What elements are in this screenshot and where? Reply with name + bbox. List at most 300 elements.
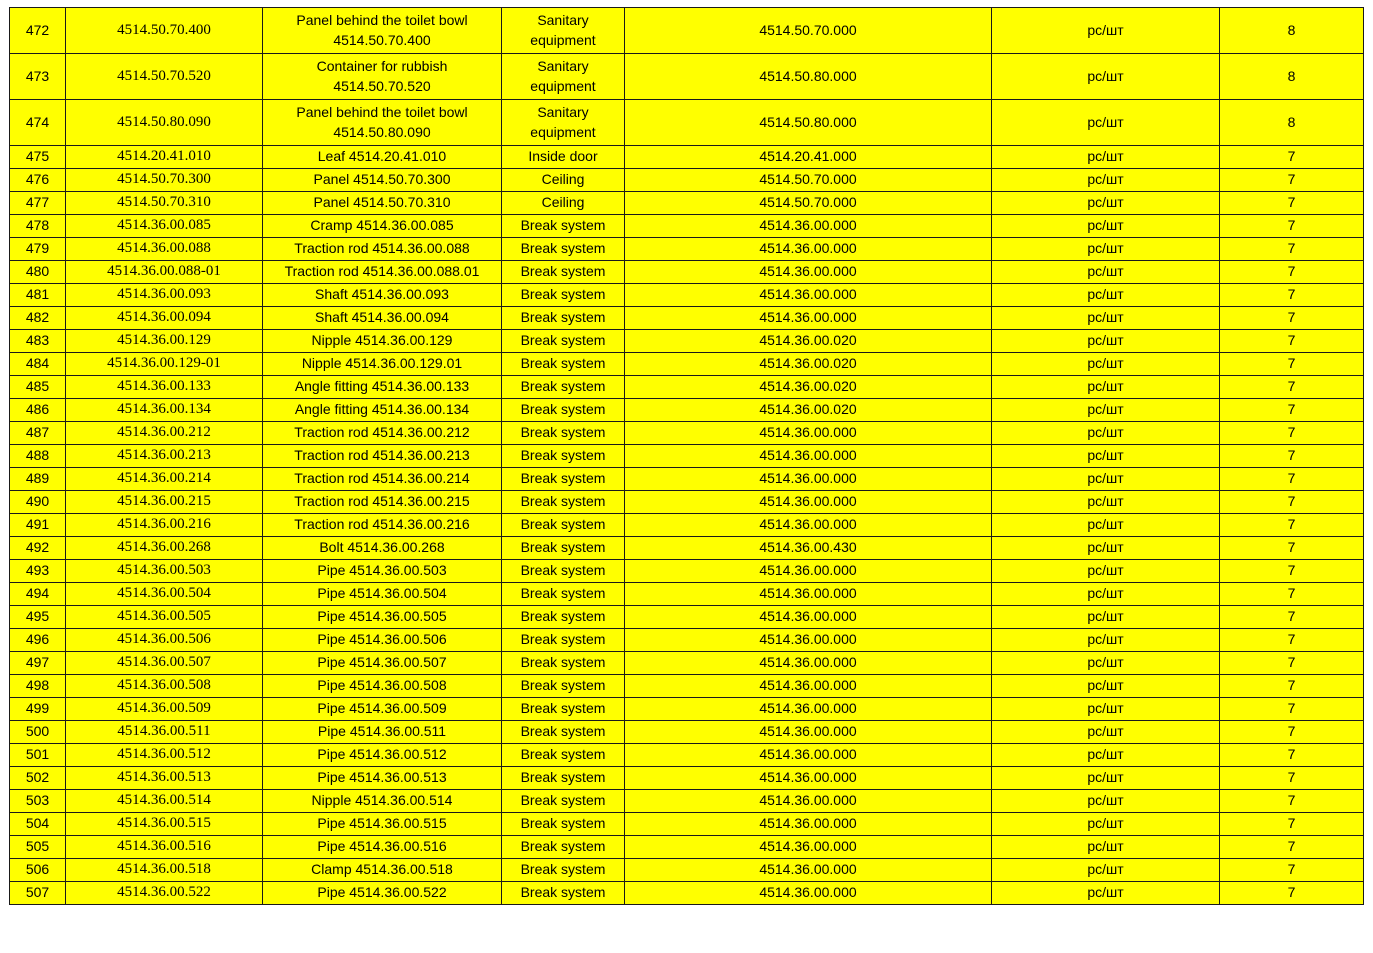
- part-code-cell[interactable]: [66, 859, 263, 882]
- unit-cell[interactable]: [992, 261, 1220, 284]
- part-code: 4514.36.00.513: [117, 769, 211, 786]
- part-name-cell[interactable]: [263, 514, 502, 537]
- assembly-code-cell[interactable]: [625, 836, 992, 859]
- assembly-code-cell[interactable]: [625, 560, 992, 583]
- part-code-cell[interactable]: [66, 330, 263, 353]
- quantity: 7: [1287, 838, 1296, 855]
- row-number: 489: [25, 470, 50, 487]
- system-group: Break system: [520, 332, 606, 349]
- system-group-cell[interactable]: [502, 8, 625, 54]
- part-code-cell[interactable]: [66, 215, 263, 238]
- unit-cell[interactable]: [992, 422, 1220, 445]
- assembly-code-cell[interactable]: [625, 790, 992, 813]
- quantity-cell[interactable]: [1220, 399, 1364, 422]
- system-group-cell[interactable]: [502, 376, 625, 399]
- unit-cell[interactable]: [992, 468, 1220, 491]
- system-group-cell[interactable]: [502, 698, 625, 721]
- system-group-cell[interactable]: [502, 468, 625, 491]
- row-number-cell[interactable]: [10, 8, 66, 54]
- unit-cell[interactable]: [992, 514, 1220, 537]
- part-name: Panel 4514.50.70.310: [313, 194, 451, 211]
- part-code-cell[interactable]: [66, 261, 263, 284]
- quantity-cell[interactable]: [1220, 330, 1364, 353]
- part-name-cell[interactable]: [263, 146, 502, 169]
- system-group-cell[interactable]: [502, 330, 625, 353]
- unit-cell[interactable]: [992, 583, 1220, 606]
- assembly-code-cell[interactable]: [625, 215, 992, 238]
- system-group-cell[interactable]: [502, 744, 625, 767]
- assembly-code-cell[interactable]: [625, 100, 992, 146]
- part-name-cell[interactable]: [263, 721, 502, 744]
- assembly-code-cell[interactable]: [625, 284, 992, 307]
- part-name-cell[interactable]: [263, 537, 502, 560]
- quantity-cell[interactable]: [1220, 261, 1364, 284]
- part-code-cell[interactable]: [66, 468, 263, 491]
- assembly-code-cell[interactable]: [625, 422, 992, 445]
- system-group-cell[interactable]: [502, 491, 625, 514]
- quantity-cell[interactable]: [1220, 215, 1364, 238]
- part-name-cell[interactable]: [263, 652, 502, 675]
- quantity-cell[interactable]: [1220, 54, 1364, 100]
- table-row: [10, 100, 1364, 146]
- system-group-cell[interactable]: [502, 606, 625, 629]
- unit-cell[interactable]: [992, 353, 1220, 376]
- unit-cell[interactable]: [992, 675, 1220, 698]
- quantity-cell[interactable]: [1220, 192, 1364, 215]
- system-group-cell[interactable]: [502, 192, 625, 215]
- unit-cell[interactable]: [992, 721, 1220, 744]
- assembly-code-cell[interactable]: [625, 261, 992, 284]
- part-name-cell[interactable]: [263, 353, 502, 376]
- assembly-code-cell[interactable]: [625, 629, 992, 652]
- quantity-cell[interactable]: [1220, 445, 1364, 468]
- row-number-cell[interactable]: [10, 721, 66, 744]
- part-code-cell[interactable]: [66, 491, 263, 514]
- part-name-cell[interactable]: [263, 560, 502, 583]
- assembly-code-cell[interactable]: [625, 698, 992, 721]
- row-number: 506: [25, 861, 50, 878]
- system-group-cell[interactable]: [502, 836, 625, 859]
- assembly-code-cell[interactable]: [625, 445, 992, 468]
- system-group-cell[interactable]: [502, 422, 625, 445]
- row-number-cell[interactable]: [10, 606, 66, 629]
- unit-cell[interactable]: [992, 445, 1220, 468]
- part-code: 4514.36.00.214: [117, 470, 211, 487]
- assembly-code-cell[interactable]: [625, 583, 992, 606]
- row-number-cell[interactable]: [10, 836, 66, 859]
- assembly-code: 4514.36.00.000: [759, 562, 857, 579]
- assembly-code-cell[interactable]: [625, 652, 992, 675]
- table-row: [10, 376, 1364, 399]
- assembly-code-cell[interactable]: [625, 767, 992, 790]
- row-number-cell[interactable]: [10, 468, 66, 491]
- quantity-cell[interactable]: [1220, 468, 1364, 491]
- quantity-cell[interactable]: [1220, 790, 1364, 813]
- unit-cell[interactable]: [992, 629, 1220, 652]
- part-name-cell[interactable]: [263, 491, 502, 514]
- system-group-cell[interactable]: [502, 560, 625, 583]
- system-group-cell[interactable]: [502, 146, 625, 169]
- unit-cell[interactable]: [992, 767, 1220, 790]
- part-name-cell[interactable]: [263, 836, 502, 859]
- system-group-cell[interactable]: [502, 675, 625, 698]
- unit-cell[interactable]: [992, 215, 1220, 238]
- assembly-code-cell[interactable]: [625, 238, 992, 261]
- unit-cell[interactable]: [992, 606, 1220, 629]
- quantity-cell[interactable]: [1220, 169, 1364, 192]
- system-group-line-1: Sanitary: [537, 58, 589, 74]
- part-code-cell[interactable]: [66, 698, 263, 721]
- quantity-cell[interactable]: [1220, 836, 1364, 859]
- table-row: [10, 8, 1364, 54]
- assembly-code: 4514.50.80.000: [759, 113, 857, 130]
- row-number-cell[interactable]: [10, 192, 66, 215]
- assembly-code: 4514.36.00.000: [759, 654, 857, 671]
- table-row: [10, 445, 1364, 468]
- row-number-cell[interactable]: [10, 261, 66, 284]
- row-number: 495: [25, 608, 50, 625]
- part-name-cell[interactable]: [263, 307, 502, 330]
- assembly-code: 4514.36.00.000: [759, 884, 857, 901]
- unit: pc/шт: [1087, 332, 1124, 349]
- assembly-code: 4514.36.00.000: [759, 723, 857, 740]
- part-code-cell[interactable]: [66, 882, 263, 905]
- row-number-cell[interactable]: [10, 422, 66, 445]
- system-group-cell[interactable]: [502, 721, 625, 744]
- part-code-cell[interactable]: [66, 284, 263, 307]
- part-name-cell[interactable]: [263, 468, 502, 491]
- part-code-cell[interactable]: [66, 8, 263, 54]
- assembly-code-cell[interactable]: [625, 353, 992, 376]
- part-code-cell[interactable]: [66, 169, 263, 192]
- system-group-cell[interactable]: [502, 514, 625, 537]
- part-name-cell[interactable]: [263, 813, 502, 836]
- row-number: 478: [25, 217, 50, 234]
- unit-cell[interactable]: [992, 307, 1220, 330]
- quantity: 7: [1287, 654, 1296, 671]
- part-name-cell[interactable]: [263, 8, 502, 54]
- unit-cell[interactable]: [992, 652, 1220, 675]
- row-number-cell[interactable]: [10, 583, 66, 606]
- assembly-code-cell[interactable]: [625, 859, 992, 882]
- assembly-code-cell[interactable]: [625, 307, 992, 330]
- part-code-cell[interactable]: [66, 445, 263, 468]
- part-name: Pipe 4514.36.00.513: [317, 769, 447, 786]
- assembly-code-cell[interactable]: [625, 882, 992, 905]
- quantity: 7: [1287, 493, 1296, 510]
- assembly-code-cell[interactable]: [625, 330, 992, 353]
- assembly-code-cell[interactable]: [625, 491, 992, 514]
- part-code-cell[interactable]: [66, 652, 263, 675]
- system-group-cell[interactable]: [502, 583, 625, 606]
- assembly-code-cell[interactable]: [625, 537, 992, 560]
- quantity-cell[interactable]: [1220, 882, 1364, 905]
- part-code-cell[interactable]: [66, 606, 263, 629]
- system-group-cell[interactable]: [502, 813, 625, 836]
- unit-cell[interactable]: [992, 790, 1220, 813]
- part-code-cell[interactable]: [66, 767, 263, 790]
- system-group-cell[interactable]: [502, 790, 625, 813]
- part-name-cell[interactable]: [263, 790, 502, 813]
- quantity-cell[interactable]: [1220, 583, 1364, 606]
- part-name-cell[interactable]: [263, 583, 502, 606]
- part-name-cell[interactable]: [263, 744, 502, 767]
- unit-cell[interactable]: [992, 813, 1220, 836]
- part-code-cell[interactable]: [66, 307, 263, 330]
- part-name-cell[interactable]: [263, 284, 502, 307]
- quantity-cell[interactable]: [1220, 146, 1364, 169]
- assembly-code-cell[interactable]: [625, 169, 992, 192]
- part-name-cell[interactable]: [263, 422, 502, 445]
- row-number: 486: [25, 401, 50, 418]
- assembly-code: 4514.20.41.000: [759, 148, 857, 165]
- part-name-cell[interactable]: [263, 169, 502, 192]
- row-number-cell[interactable]: [10, 698, 66, 721]
- part-name-cell[interactable]: [263, 399, 502, 422]
- row-number-cell[interactable]: [10, 744, 66, 767]
- system-group-cell[interactable]: [502, 307, 625, 330]
- system-group-cell[interactable]: [502, 399, 625, 422]
- quantity: 7: [1287, 884, 1296, 901]
- system-group-cell[interactable]: [502, 353, 625, 376]
- quantity-cell[interactable]: [1220, 813, 1364, 836]
- system-group-cell[interactable]: [502, 169, 625, 192]
- part-name-cell[interactable]: [263, 100, 502, 146]
- unit-cell[interactable]: [992, 8, 1220, 54]
- table-row: [10, 261, 1364, 284]
- part-code-cell[interactable]: [66, 537, 263, 560]
- row-number: 479: [25, 240, 50, 257]
- quantity-cell[interactable]: [1220, 744, 1364, 767]
- system-group-cell[interactable]: [502, 238, 625, 261]
- row-number-cell[interactable]: [10, 560, 66, 583]
- unit-cell[interactable]: [992, 330, 1220, 353]
- assembly-code-cell[interactable]: [625, 721, 992, 744]
- assembly-code: 4514.36.00.020: [759, 332, 857, 349]
- system-group-cell[interactable]: [502, 100, 625, 146]
- part-code-cell[interactable]: [66, 560, 263, 583]
- assembly-code: 4514.36.00.000: [759, 700, 857, 717]
- unit-cell[interactable]: [992, 744, 1220, 767]
- part-code: 4514.36.00.511: [117, 723, 211, 740]
- assembly-code-cell[interactable]: [625, 606, 992, 629]
- row-number-cell[interactable]: [10, 445, 66, 468]
- system-group: Ceiling: [541, 171, 585, 188]
- row-number-cell[interactable]: [10, 376, 66, 399]
- unit-cell[interactable]: [992, 100, 1220, 146]
- unit-cell[interactable]: [992, 238, 1220, 261]
- unit: pc/шт: [1087, 263, 1124, 280]
- part-name-cell[interactable]: [263, 859, 502, 882]
- row-number-cell[interactable]: [10, 813, 66, 836]
- system-group-cell[interactable]: [502, 261, 625, 284]
- part-code-cell[interactable]: [66, 813, 263, 836]
- unit-cell[interactable]: [992, 537, 1220, 560]
- unit: pc/шт: [1087, 148, 1124, 165]
- part-code-cell[interactable]: [66, 583, 263, 606]
- unit-cell[interactable]: [992, 836, 1220, 859]
- unit-cell[interactable]: [992, 560, 1220, 583]
- quantity-cell[interactable]: [1220, 537, 1364, 560]
- part-name-cell[interactable]: [263, 445, 502, 468]
- quantity-cell[interactable]: [1220, 767, 1364, 790]
- row-number-cell[interactable]: [10, 330, 66, 353]
- part-code-cell[interactable]: [66, 376, 263, 399]
- row-number-cell[interactable]: [10, 537, 66, 560]
- part-code-cell[interactable]: [66, 54, 263, 100]
- part-name-cell[interactable]: [263, 675, 502, 698]
- row-number-cell[interactable]: [10, 100, 66, 146]
- part-code-cell[interactable]: [66, 744, 263, 767]
- assembly-code-cell[interactable]: [625, 8, 992, 54]
- part-code-cell[interactable]: [66, 790, 263, 813]
- system-group-cell[interactable]: [502, 54, 625, 100]
- row-number-cell[interactable]: [10, 54, 66, 100]
- system-group-cell[interactable]: [502, 537, 625, 560]
- system-group: Break system: [520, 585, 606, 602]
- quantity-cell[interactable]: [1220, 8, 1364, 54]
- part-name: Pipe 4514.36.00.508: [317, 677, 447, 694]
- row-number-cell[interactable]: [10, 767, 66, 790]
- part-name-cell[interactable]: [263, 215, 502, 238]
- part-code-cell[interactable]: [66, 399, 263, 422]
- assembly-code-cell[interactable]: [625, 468, 992, 491]
- assembly-code-cell[interactable]: [625, 514, 992, 537]
- assembly-code-cell[interactable]: [625, 813, 992, 836]
- part-code-cell[interactable]: [66, 238, 263, 261]
- part-name-cell[interactable]: [263, 192, 502, 215]
- quantity-cell[interactable]: [1220, 238, 1364, 261]
- unit-cell[interactable]: [992, 54, 1220, 100]
- system-group-cell[interactable]: [502, 284, 625, 307]
- quantity-cell[interactable]: [1220, 721, 1364, 744]
- quantity-cell[interactable]: [1220, 353, 1364, 376]
- part-name-cell[interactable]: [263, 54, 502, 100]
- row-number-cell[interactable]: [10, 859, 66, 882]
- part-code-cell[interactable]: [66, 629, 263, 652]
- part-name-cell[interactable]: [263, 330, 502, 353]
- system-group-cell[interactable]: [502, 629, 625, 652]
- unit-cell[interactable]: [992, 491, 1220, 514]
- row-number-cell[interactable]: [10, 491, 66, 514]
- unit: pc/шт: [1087, 67, 1124, 84]
- quantity-cell[interactable]: [1220, 422, 1364, 445]
- row-number-cell[interactable]: [10, 652, 66, 675]
- assembly-code: 4514.36.00.000: [759, 286, 857, 303]
- unit-cell[interactable]: [992, 376, 1220, 399]
- quantity-cell[interactable]: [1220, 859, 1364, 882]
- assembly-code-cell[interactable]: [625, 399, 992, 422]
- quantity-cell[interactable]: [1220, 698, 1364, 721]
- unit-cell[interactable]: [992, 698, 1220, 721]
- part-name-cell[interactable]: [263, 376, 502, 399]
- quantity-cell[interactable]: [1220, 629, 1364, 652]
- part-code-cell[interactable]: [66, 192, 263, 215]
- part-code-cell[interactable]: [66, 514, 263, 537]
- quantity-cell[interactable]: [1220, 491, 1364, 514]
- row-number: 502: [25, 769, 50, 786]
- row-number-cell[interactable]: [10, 399, 66, 422]
- unit-cell[interactable]: [992, 192, 1220, 215]
- unit-cell[interactable]: [992, 399, 1220, 422]
- unit-cell[interactable]: [992, 284, 1220, 307]
- system-group-cell[interactable]: [502, 859, 625, 882]
- row-number-cell[interactable]: [10, 284, 66, 307]
- part-name-cell[interactable]: [263, 606, 502, 629]
- part-name-line-1: Panel behind the toilet bowl: [296, 104, 468, 120]
- part-name-cell[interactable]: [263, 882, 502, 905]
- row-number-cell[interactable]: [10, 215, 66, 238]
- system-group-cell[interactable]: [502, 882, 625, 905]
- part-code-cell[interactable]: [66, 353, 263, 376]
- quantity-cell[interactable]: [1220, 675, 1364, 698]
- row-number-cell[interactable]: [10, 629, 66, 652]
- system-group-cell[interactable]: [502, 767, 625, 790]
- system-group-cell[interactable]: [502, 445, 625, 468]
- part-name-cell[interactable]: [263, 767, 502, 790]
- quantity-cell[interactable]: [1220, 514, 1364, 537]
- part-code-cell[interactable]: [66, 422, 263, 445]
- system-group-cell[interactable]: [502, 215, 625, 238]
- row-number-cell[interactable]: [10, 514, 66, 537]
- row-number-cell[interactable]: [10, 146, 66, 169]
- assembly-code-cell[interactable]: [625, 54, 992, 100]
- row-number-cell[interactable]: [10, 169, 66, 192]
- quantity-cell[interactable]: [1220, 307, 1364, 330]
- row-number-cell[interactable]: [10, 790, 66, 813]
- part-name: Pipe 4514.36.00.515: [317, 815, 447, 832]
- system-group-cell[interactable]: [502, 652, 625, 675]
- part-name-cell[interactable]: [263, 629, 502, 652]
- quantity: 7: [1287, 424, 1296, 441]
- unit-cell[interactable]: [992, 882, 1220, 905]
- assembly-code-cell[interactable]: [625, 146, 992, 169]
- row-number-cell[interactable]: [10, 675, 66, 698]
- part-name-cell[interactable]: [263, 238, 502, 261]
- row-number-cell[interactable]: [10, 882, 66, 905]
- part-code-cell[interactable]: [66, 836, 263, 859]
- quantity-cell[interactable]: [1220, 284, 1364, 307]
- part-code-cell[interactable]: [66, 100, 263, 146]
- assembly-code-cell[interactable]: [625, 675, 992, 698]
- row-number-cell[interactable]: [10, 238, 66, 261]
- quantity-cell[interactable]: [1220, 652, 1364, 675]
- assembly-code-cell[interactable]: [625, 376, 992, 399]
- unit-cell[interactable]: [992, 859, 1220, 882]
- unit-cell[interactable]: [992, 169, 1220, 192]
- quantity-cell[interactable]: [1220, 376, 1364, 399]
- unit-cell[interactable]: [992, 146, 1220, 169]
- part-name-cell[interactable]: [263, 698, 502, 721]
- row-number: 504: [25, 815, 50, 832]
- assembly-code-cell[interactable]: [625, 192, 992, 215]
- row-number-cell[interactable]: [10, 353, 66, 376]
- system-group: Break system: [520, 493, 606, 510]
- assembly-code-cell[interactable]: [625, 744, 992, 767]
- quantity-cell[interactable]: [1220, 100, 1364, 146]
- part-code-cell[interactable]: [66, 675, 263, 698]
- quantity-cell[interactable]: [1220, 560, 1364, 583]
- quantity-cell[interactable]: [1220, 606, 1364, 629]
- part-code: 4514.36.00.507: [117, 654, 211, 671]
- part-code-cell[interactable]: [66, 146, 263, 169]
- part-code-cell[interactable]: [66, 721, 263, 744]
- part-code: 4514.36.00.093: [117, 286, 211, 303]
- part-name: Traction rod 4514.36.00.214: [294, 470, 470, 487]
- part-name-cell[interactable]: [263, 261, 502, 284]
- system-group: Break system: [520, 309, 606, 326]
- row-number-cell[interactable]: [10, 307, 66, 330]
